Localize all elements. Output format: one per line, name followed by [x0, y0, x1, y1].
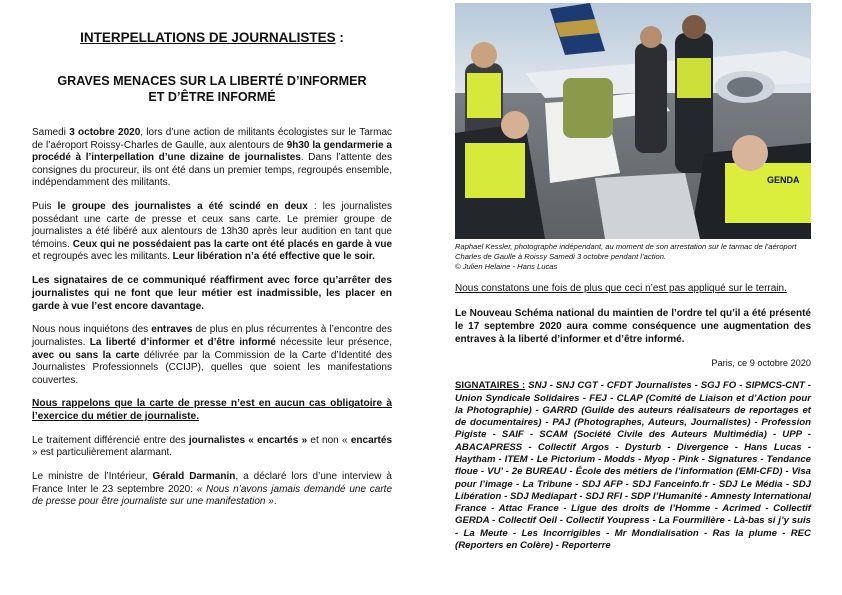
photo-credit: © Julien Helaine - Hans Lucas	[455, 262, 558, 272]
document-subtitle: GRAVES MENACES SUR LA LIBERTÉ D’INFORMER ET D’ÊTRE INFORMÉ	[57, 74, 367, 104]
arrest-photo-illustration	[455, 3, 811, 239]
paragraph-minister-quote: Le ministre de l’Intérieur, Gérald Darmanin, a déclaré lors d’une interview à France Inter le 23 septembre 2020: « Nous n’avons jamais demandé une carte de presse pour être journaliste sur une manifestation ».	[32, 471, 393, 508]
paragraph-split-groups: Puis le groupe des journalistes a été scindé en deux : les journalistes possédant une carte de presse et ceux sans carte. Le premier groupe de journalistes a été libéré aux alentours de 13h30 après leur audition en tant que témoins. Ceux qui ne possédaient pas la carte ont été placés en garde à vue et regroupés avec les militants. Leur libération n’a été effective que le soir.	[32, 200, 392, 263]
paragraph-press-card-reminder: Nous rappelons que la carte de presse n’est en aucun cas obligatoire à l’exercice du métier de journaliste.	[32, 398, 392, 423]
field-note: Nous constatons une fois de plus que ceci n’est pas appliqué sur le terrain.	[455, 282, 787, 294]
paragraph-concerns: Nous nous inquiétons des entraves de plus en plus récurrentes à l’encontre des journalistes. La liberté d’informer et d’être informé nécessite leur présence, avec ou sans la carte délivrée par la Commission de la Carte d’Identité des Journalistes Professionnels (CCIJP), quelles que soient les manifestations couvertes.	[32, 324, 393, 386]
vest-text: GENDA	[767, 175, 800, 185]
paragraph-reaffirm: Les signataires de ce communiqué réaffirment avec force qu’arrêter des journalistes qui ne font que leur métier est inadmissible, les placer en garde à vue l’est encore davantage.	[32, 274, 392, 312]
document-date: Paris, ce 9 octobre 2020	[711, 358, 811, 369]
signatories-list: SIGNATAIRES : SNJ - SNJ CGT - CFDT Journalistes - SGJ FO - SIPMCS-CNT - Union Syndicale Solidaires - FEJ - CLAP (Comité de Liaison et d’Action pour la Photographie) - GARRD (Guilde des auteurs réalisateurs de reportages et de documentaires) - PAJ (Photographes, Auteurs, Journalistes) - Profession Pigiste - SAIF - SCAM (Société Civile des Auteurs Multimédia) - UPP - ABACAPRESS - Collectif Argos - Dysturb - Divergence - Hans Lucas - Haytham - ITEM - Le Pictorium - Modds - Myop - Pink - Signatures - Tendance floue - VU’ - 2e BUREAU - École des métiers de l’information (EMI-CFD) - Visa pour l’image - La Tribune - SDJ AFP - SDJ Fanceinfo.fr - SDJ Le Média - SDJ Libération - SDJ Mediapart - SDJ RFI - SDP l’Humanité - Amnesty International France - Attac France - Ligue des droits de l’Homme - Acrimed - Collectif GERDA - Collectif Oeil - Collectif Youpress - La Fourmilière - Là-bas si j’y suis - La Meute - Les Incorrigibles - Mr Mondialisation - Ras la plume - REC (Reporters en Colère) - Reporterre	[455, 380, 811, 552]
paragraph-differential-treatment: Le traitement différencié entre des journalistes « encartés » et non « encartés » est particulièrement alarmant.	[32, 434, 393, 459]
left-column	[32, 30, 392, 520]
signatories-label: SIGNATAIRES :	[455, 380, 526, 392]
paragraph-arrest-account: Samedi 3 octobre 2020, lors d’une action de militants écologistes sur le Tarmac de l’aéroport Roissy-Charles de Gaulle, aux alentours de 9h30 la gendarmerie a procédé à l’interpellation d’une dizaine de journalistes. Dans l’attente des consignes du procureur, ils ont été dans un premier temps, regroupés ensemble, indépendamment des militants.	[32, 127, 393, 189]
arrest-photo	[455, 3, 811, 239]
right-column	[455, 3, 811, 562]
photo-caption: Raphael Kessler, photographe indépendant, au moment de son arrestation sur le tarmac de l’aéroport Charles de Gaulle à Roissy Samedi 3 octobre pendant l’action. © Julien Helaine - Hans Lucas	[455, 242, 811, 273]
document-title: INTERPELLATIONS DE JOURNALISTES :	[80, 30, 344, 45]
paragraph-schema-national: Le Nouveau Schéma national du maintien de l’ordre tel qu’il a été présenté le 17 septembre 2020 aura comme conséquence une augmentation des entraves à la liberté d’informer et d’être informé.	[455, 308, 811, 346]
